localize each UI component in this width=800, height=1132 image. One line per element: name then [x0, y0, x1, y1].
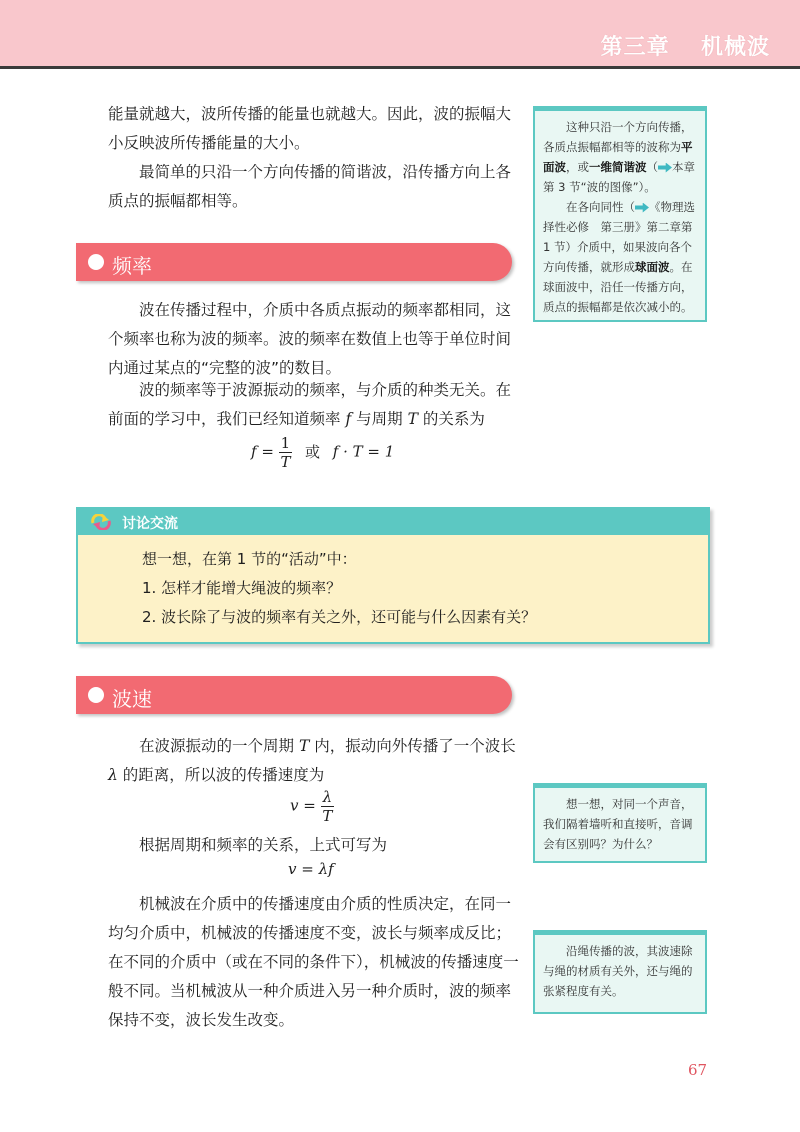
page-number: 67 [688, 1061, 708, 1079]
chapter-number: 第三章 [600, 35, 670, 60]
discussion-title: 讨论交流 [122, 516, 178, 532]
intro-paragraph-1: 能量就越大，波所传播的能量也就越大。因此，波的振幅大小反映波所传播能量的大小。 [108, 105, 512, 152]
section-heading-frequency [76, 243, 512, 281]
chapter-name: 机械波 [700, 35, 770, 60]
sidebar-note-paragraph: 沿绳传播的波，其波速除与绳的材质有关外，还与绳的张紧程度有关。 [543, 944, 693, 998]
chapter-title [601, 30, 770, 61]
formula-v-lambda-f: v = λf [288, 860, 334, 878]
fraction: $\frac{1}{T}$ [280, 434, 291, 471]
speed-paragraph-1: 在波源振动的一个周期 T 内，振动向外传播了一个波长 λ 的距离，所以波的传播速度为 [108, 737, 516, 784]
bullet-dot-icon [88, 687, 104, 703]
sidebar-note-plane-wave [533, 106, 707, 322]
arrow-icon [635, 203, 649, 213]
term-1d-harmonic-wave: 一维简谐波 [589, 160, 647, 174]
speed-paragraph-2: 根据周期和频率的关系，上式可写为 [139, 836, 388, 854]
intro-paragraph-2: 最简单的只沿一个方向传播的简谐波，沿传播方向上各质点的振幅都相等。 [108, 163, 512, 210]
sidebar-note-paragraph: 这种只沿一个方向传播，各质点振幅都相等的波称为平面波，或一维简谐波（ 本章第 3 节“波的图像”）。 [543, 120, 695, 194]
bullet-dot-icon [88, 254, 104, 270]
term-spherical-wave: 球面波 [635, 260, 670, 274]
discussion-box [76, 507, 710, 644]
formula-frequency-period: f = $\frac{1}{T}$ 或 f · T = 1 [251, 434, 395, 471]
section-title: 波速 [112, 687, 152, 711]
formula-wave-speed: v = $\frac{\lambda}{T}$ [290, 788, 333, 825]
discussion-content [142, 545, 536, 632]
sidebar-note-sound-question [533, 783, 707, 863]
fraction: $\frac{\lambda}{T}$ [322, 788, 333, 825]
section-heading-wave-speed [76, 676, 512, 714]
page-header [0, 0, 800, 66]
frequency-paragraph-2: 波的频率等于波源振动的频率，与介质的种类无关。在前面的学习中，我们已经知道频率 f 与周期 T 的关系为 [108, 381, 512, 428]
discussion-question-1: 1. 怎样才能增大绳波的频率？ [142, 579, 342, 597]
frequency-paragraph-1: 波在传播过程中，介质中各质点振动的频率都相同，这个频率也称为波的频率。波的频率在数值上也等于单位时间内通过某点的“完整的波”的数目。 [108, 301, 512, 377]
exchange-arrows-icon [90, 514, 112, 530]
sidebar-note-rope-wave [533, 930, 707, 1014]
discussion-question-2: 2. 波长除了与波的频率有关之外，还可能与什么因素有关？ [142, 608, 537, 626]
section-title: 频率 [112, 254, 152, 278]
discussion-intro: 想一想，在第 1 节的“活动”中： [142, 550, 357, 568]
sidebar-note-paragraph: 想一想，对同一个声音，我们隔着墙听和直接听，音调会有区别吗？为什么？ [543, 797, 693, 851]
sidebar-note-paragraph: 在各向同性（ 《物理选择性必修 第三册》第二章第 1 节）介质中，如果波向各个方向传播，就形成球面波。在球面波中，沿任一传播方向，质点的振幅都是依次减小的。 [543, 200, 695, 314]
speed-paragraph-3: 机械波在介质中的传播速度由介质的性质决定，在同一均匀介质中，机械波的传播速度不变，波长与频率成反比；在不同的介质中（或在不同的条件下），机械波的传播速度一般不同。当机械波从一种介质进入另一种介质时，波的频率保持不变，波长发生改变。 [108, 895, 519, 1029]
discussion-header [78, 509, 708, 535]
term-plane-wave: 平面波 [543, 140, 693, 174]
arrow-icon [658, 163, 672, 173]
header-divider [0, 66, 800, 69]
